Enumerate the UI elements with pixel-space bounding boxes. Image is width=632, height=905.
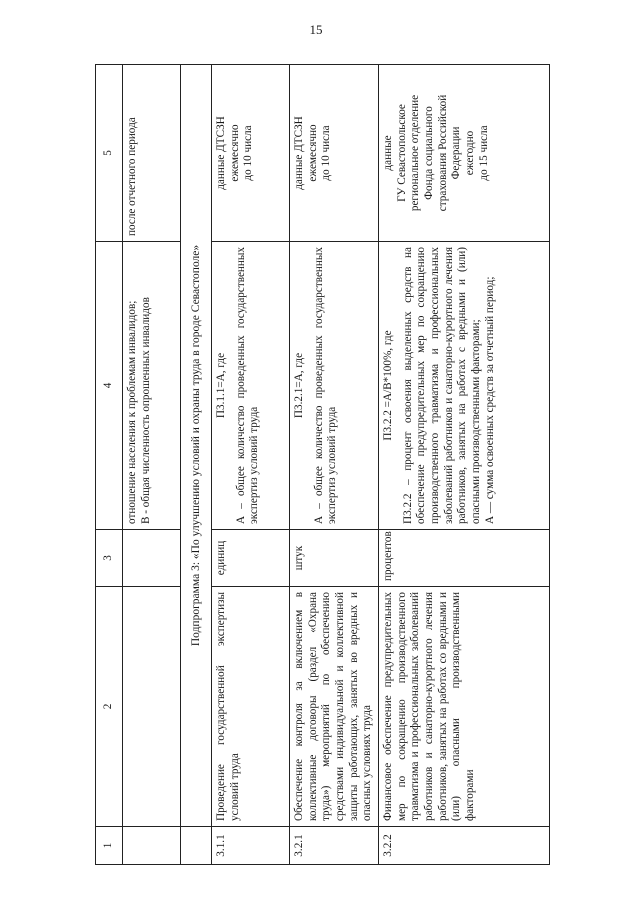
header-cell: 1	[96, 827, 123, 865]
row-formula-cell	[212, 242, 290, 530]
cell-num	[181, 827, 212, 865]
page-number: 15	[309, 22, 323, 37]
row-formula-cell	[290, 242, 379, 530]
table-row	[212, 65, 290, 865]
row-definition: А – общее количество проведенных государственных экспертиз условий труда	[234, 247, 261, 524]
source-line: ежемесячно	[228, 124, 241, 182]
source-line: до 10 числа	[320, 125, 333, 181]
row-num: 3.2.1	[290, 827, 379, 865]
row-name: Проведение государственной экспертизы условий труда	[212, 587, 290, 827]
continuation-row	[123, 65, 181, 865]
row-name: Финансовое обеспечение предупредительных мер по сокращению производственного травматизма и профессиональных заболеваний работников и санаторно-курортного лечения работников, занятых на работах со вредными и (или) опасными производственными факторами	[378, 587, 549, 827]
header-cell: 4	[96, 242, 123, 530]
header-cell: 2	[96, 587, 123, 827]
source-line: региональное отделение	[409, 94, 422, 212]
table-row	[378, 65, 549, 865]
row-source	[290, 65, 379, 242]
source-line: ГУ Севастопольское	[395, 104, 408, 202]
row-unit: штук	[290, 530, 379, 587]
source-line: Федерации	[450, 126, 463, 180]
source-line: данные ДТСЗН	[215, 116, 227, 190]
row-source	[212, 65, 290, 242]
row-formula: П3.1.1=А, где	[215, 352, 227, 419]
source-line: данные	[381, 135, 394, 171]
cell-unit	[123, 530, 181, 587]
source-line: страхования Российской	[436, 94, 449, 212]
source-line: ежегодно	[463, 130, 476, 176]
row-unit: процентов	[378, 530, 549, 587]
subprogram-title: Подпрограмма 3: «По улучшению условий и охраны труда в городе Севастополе»	[181, 65, 212, 827]
indicators-table	[95, 64, 550, 865]
table-row	[290, 65, 379, 865]
row-num: 3.2.2	[378, 827, 549, 865]
source-line: ежемесячно	[306, 124, 319, 182]
source-line: данные ДТСЗН	[293, 116, 305, 190]
continuation-indicator: отношение населения к проблемам инвалидов;	[126, 300, 138, 524]
source-line: Фонда социального	[422, 106, 435, 200]
rotated-table-wrapper	[95, 65, 550, 865]
header-cell: 3	[96, 530, 123, 587]
row-formula: П3.2.2 =А/В*100%, где	[381, 330, 394, 441]
row-num: 3.1.1	[212, 827, 290, 865]
row-formula: П3.2.1=А, где	[293, 352, 305, 419]
row-formula-cell	[378, 242, 549, 530]
row-definition: П3.2.2 – процент освоения выделенных средств на обеспечение предупредительных мер по сокращению производственного травматизма и профессиональных заболеваний работников и санаторно-курортного лечения работников, занятых на работах с вредными и (или) опасными производственными факторами;	[401, 247, 482, 524]
header-row	[96, 65, 123, 865]
cell-num	[123, 827, 181, 865]
row-definition-2: А — сумма освоенных средств за отчетный период;	[483, 276, 496, 524]
source-line: до 10 числа	[242, 125, 255, 181]
continuation-definition: В - общая численность опрошенных инвалидов	[139, 297, 152, 524]
header-cell: 5	[96, 65, 123, 242]
cell-source: после отчетного периода	[123, 65, 181, 242]
row-source	[378, 65, 549, 242]
cell-definition	[123, 242, 181, 530]
row-unit: единиц	[212, 530, 290, 587]
row-definition: А – общее количество проведенных государственных экспертиз условий труда	[312, 247, 339, 524]
source-line: до 15 числа	[477, 125, 490, 181]
cell-name	[123, 587, 181, 827]
row-name: Обеспечение контроля за включением в коллективные договоры (раздел «Охрана труда») мероприятий по обеспечению средствами индивидуальной и коллективной защиты работающих, занятых во вредных и опасных условиях труда	[290, 587, 379, 827]
subprogram-row	[181, 65, 212, 865]
